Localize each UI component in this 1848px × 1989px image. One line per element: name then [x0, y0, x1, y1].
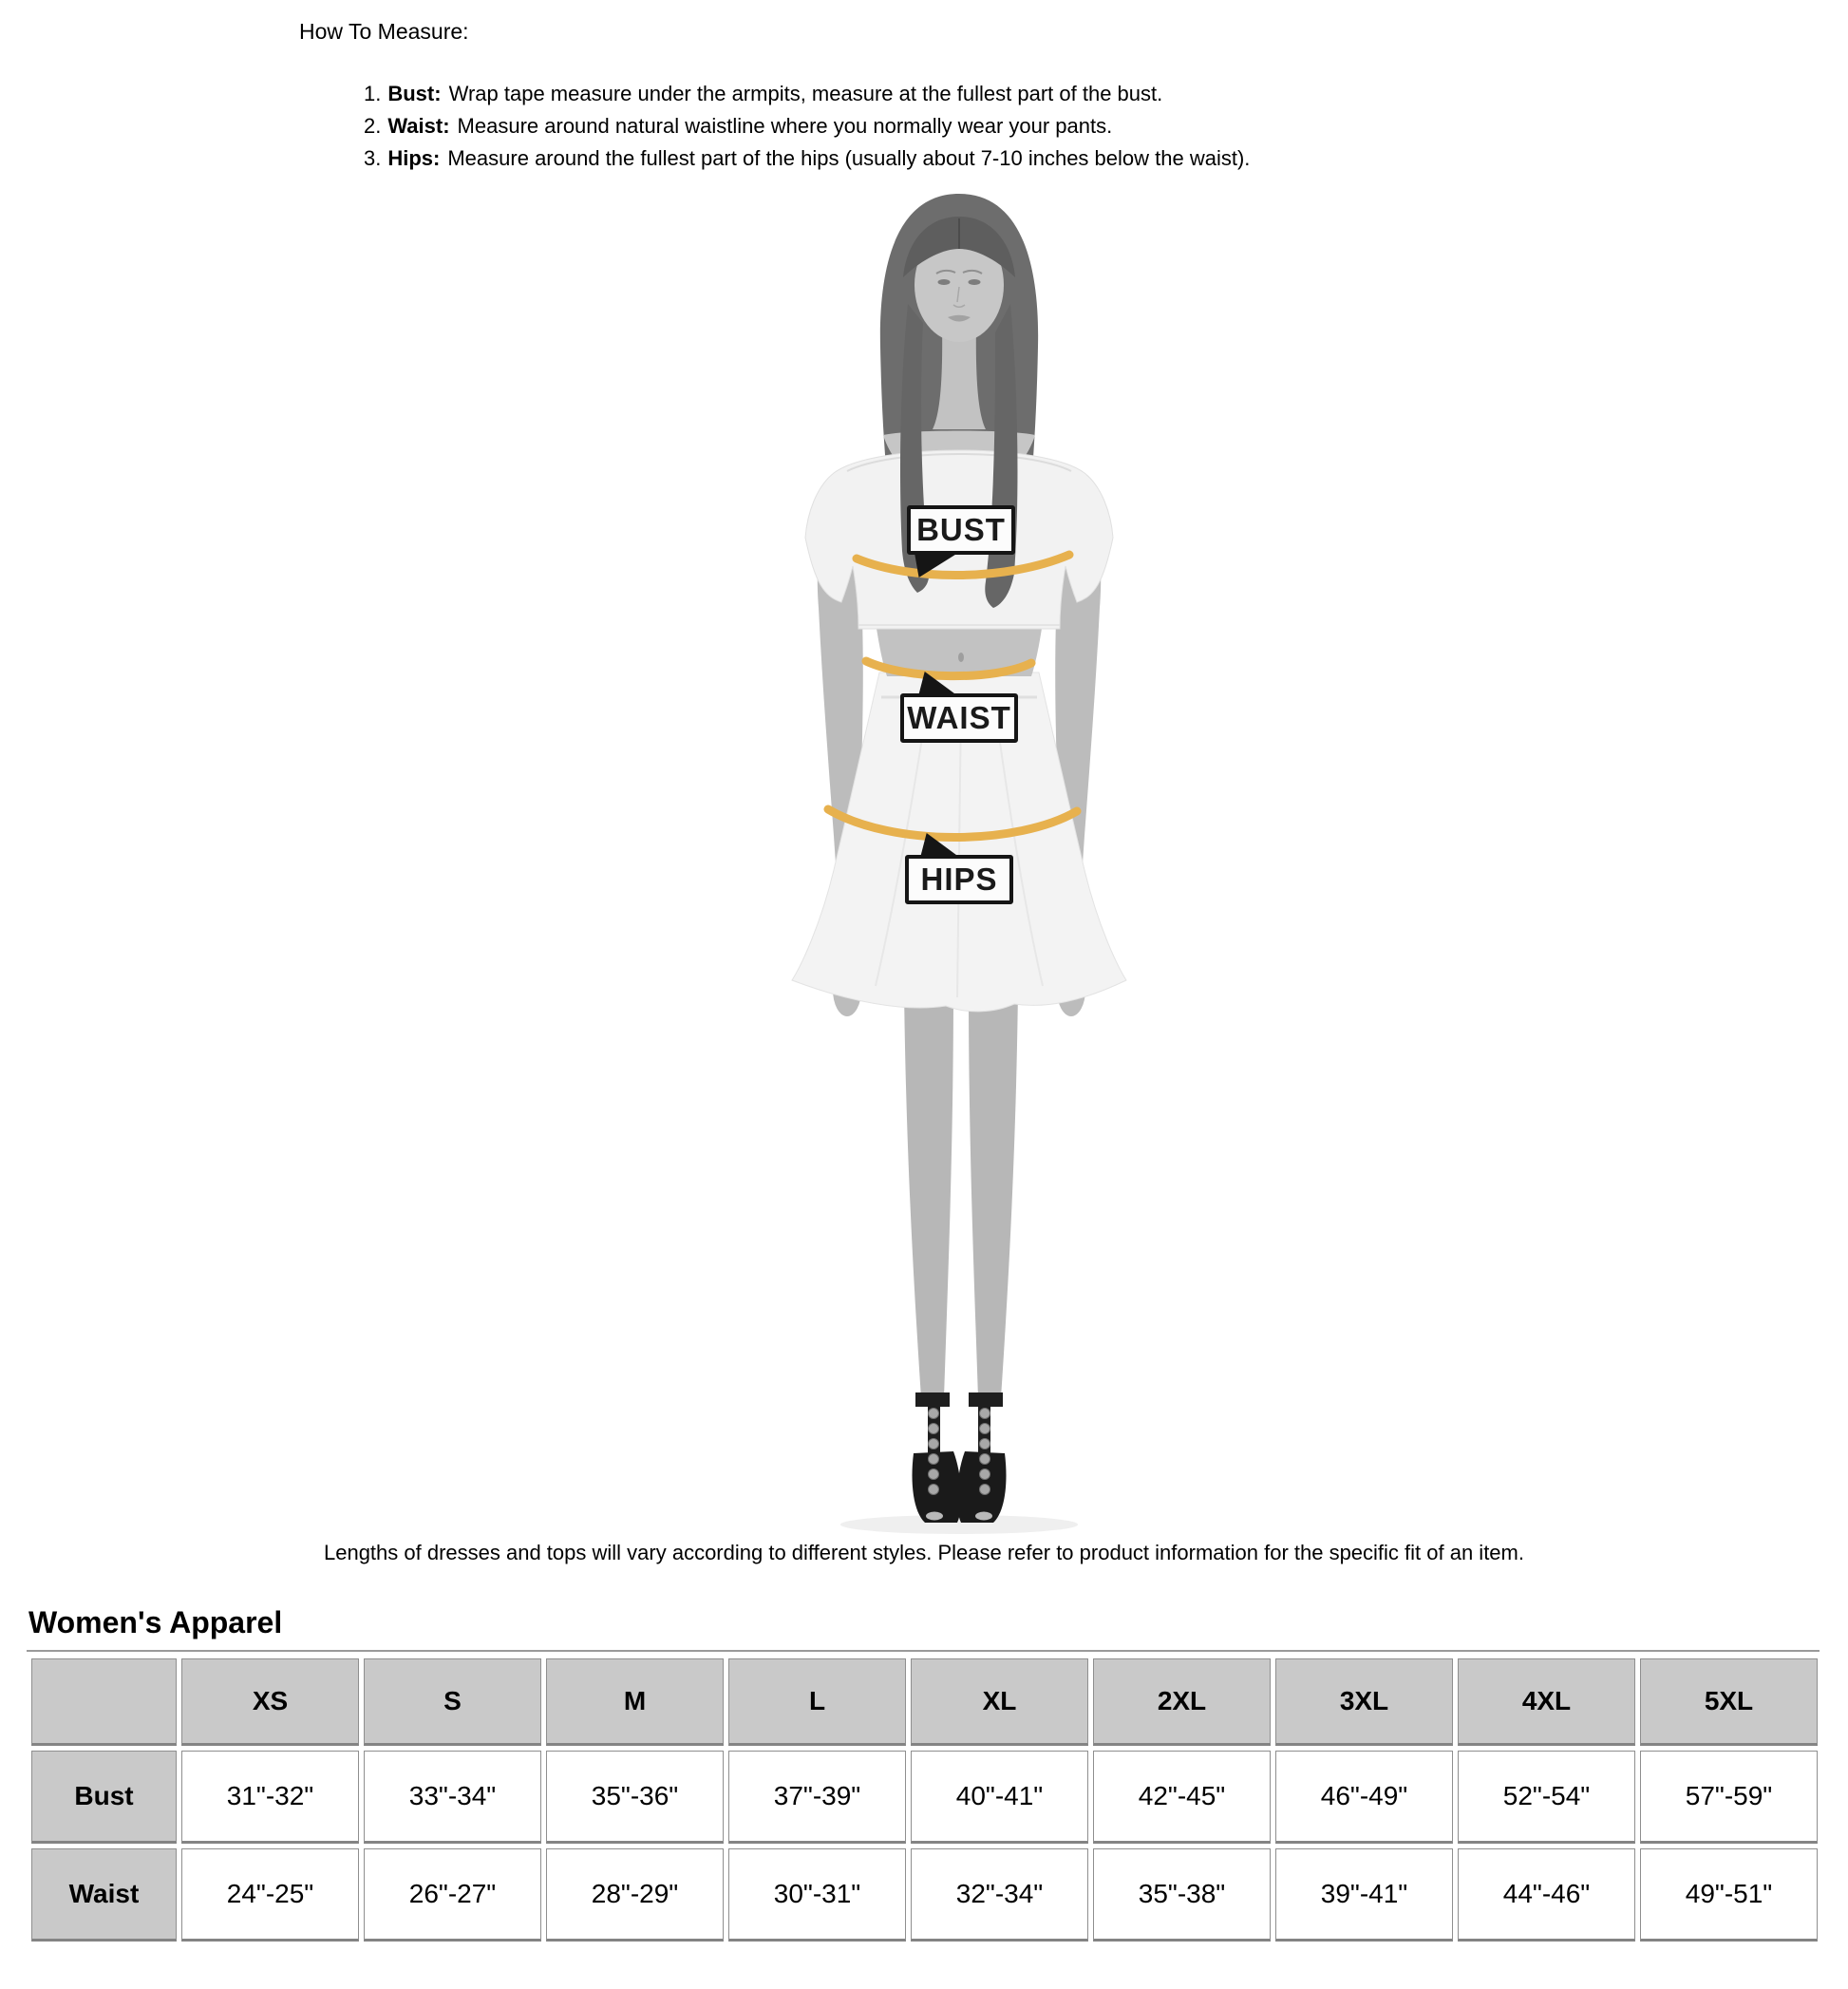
- size-column-header: 2XL: [1093, 1658, 1271, 1746]
- waist-value: 30"-31": [728, 1848, 906, 1942]
- bust-value: 57"-59": [1640, 1751, 1818, 1844]
- size-column-header: 4XL: [1458, 1658, 1635, 1746]
- waist-value: 26"-27": [364, 1848, 541, 1942]
- bust-value: 31"-32": [181, 1751, 359, 1844]
- measure-steps-list: [364, 78, 1750, 175]
- bust-value: 52"-54": [1458, 1751, 1635, 1844]
- measure-step-waist: [364, 110, 1750, 142]
- size-column-header: S: [364, 1658, 541, 1746]
- corner-cell: [31, 1658, 177, 1746]
- step-text: Measure around natural waistline where you normally wear your pants.: [457, 114, 1113, 138]
- waist-value: 39"-41": [1275, 1848, 1453, 1942]
- waist-value: 35"-38": [1093, 1848, 1271, 1942]
- row-label-waist: Waist: [31, 1848, 177, 1942]
- womens-apparel-size-table: [27, 1654, 1822, 1946]
- right-heel-sandal: [957, 1392, 1007, 1523]
- size-column-header: 3XL: [1275, 1658, 1453, 1746]
- size-column-header: L: [728, 1658, 906, 1746]
- step-label: Waist:: [387, 114, 450, 138]
- bust-value: 35"-36": [546, 1751, 724, 1844]
- hips-callout-label: HIPS: [905, 855, 1013, 904]
- step-text: Measure around the fullest part of the hips (usually about 7-10 inches below the waist).: [447, 146, 1251, 170]
- step-label: Hips:: [387, 146, 441, 170]
- step-number: 1.: [364, 82, 382, 105]
- how-to-measure-title: How To Measure:: [299, 19, 469, 44]
- waist-value: 32"-34": [911, 1848, 1088, 1942]
- size-header-row: [31, 1658, 1818, 1746]
- step-number: 2.: [364, 114, 382, 138]
- waist-row: [31, 1848, 1818, 1942]
- heading-divider: [27, 1650, 1820, 1652]
- step-number: 3.: [364, 146, 382, 170]
- size-column-header: XS: [181, 1658, 359, 1746]
- size-chart-heading: Women's Apparel: [28, 1605, 283, 1639]
- waist-callout-label: WAIST: [900, 693, 1018, 743]
- bust-row: [31, 1751, 1818, 1844]
- size-column-header: 5XL: [1640, 1658, 1818, 1746]
- bust-value: 40"-41": [911, 1751, 1088, 1844]
- left-heel-sandal: [913, 1392, 962, 1523]
- measure-step-bust: [364, 78, 1750, 110]
- bust-value: 33"-34": [364, 1751, 541, 1844]
- measurement-model-figure: [741, 190, 1178, 1539]
- measure-step-hips: [364, 142, 1750, 175]
- bust-callout-label: BUST: [907, 505, 1015, 555]
- waist-value: 44"-46": [1458, 1848, 1635, 1942]
- fit-note: Lengths of dresses and tops will vary according to different styles. Please refer to product information for the specific fit of an item.: [323, 1541, 1524, 1564]
- row-label-bust: Bust: [31, 1751, 177, 1844]
- waist-value: 24"-25": [181, 1848, 359, 1942]
- waist-value: 28"-29": [546, 1848, 724, 1942]
- bust-value: 46"-49": [1275, 1751, 1453, 1844]
- bust-value: 37"-39": [728, 1751, 906, 1844]
- step-text: Wrap tape measure under the armpits, measure at the fullest part of the bust.: [448, 82, 1163, 105]
- step-label: Bust:: [387, 82, 442, 105]
- size-column-header: XL: [911, 1658, 1088, 1746]
- bust-value: 42"-45": [1093, 1751, 1271, 1844]
- waist-value: 49"-51": [1640, 1848, 1818, 1942]
- size-column-header: M: [546, 1658, 724, 1746]
